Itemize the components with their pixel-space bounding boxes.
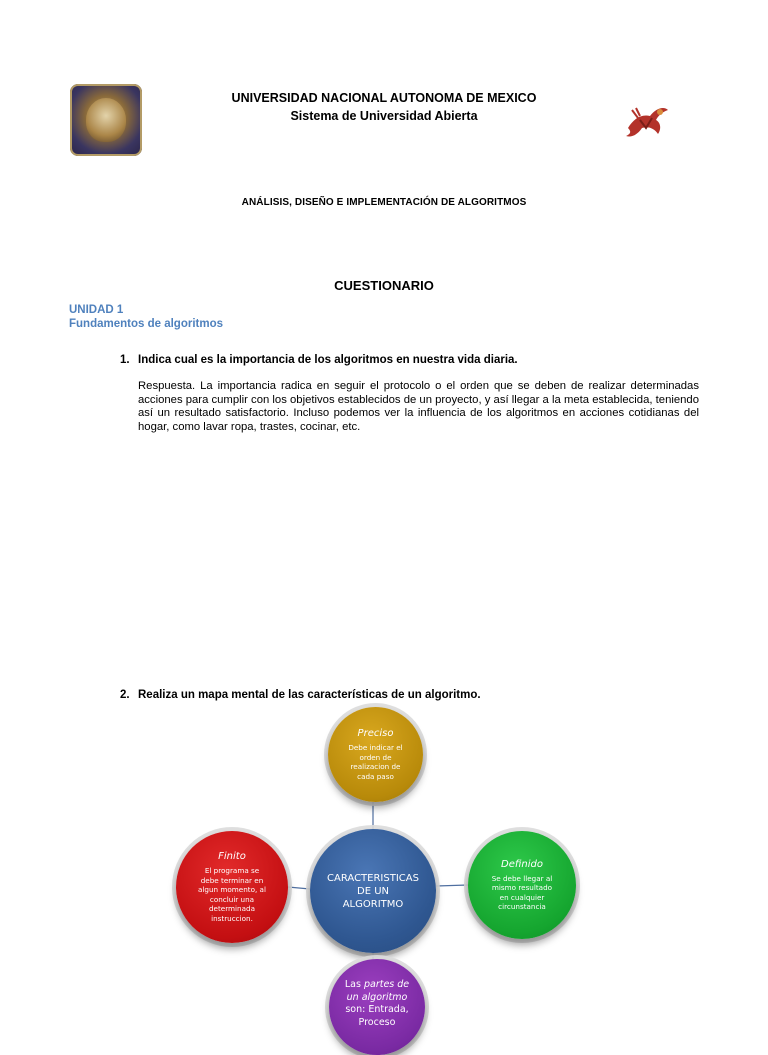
node-finito-desc-6: instruccion. — [211, 913, 253, 923]
node-preciso-desc-4: cada paso — [357, 771, 394, 781]
center-line-2: DE UN — [357, 885, 389, 897]
node-finito-desc-5: determinada — [209, 904, 255, 913]
question-2-text: Realiza un mapa mental de las características de un algoritmo. — [138, 689, 481, 701]
node-preciso-desc-3: realizacion de — [350, 762, 401, 771]
question-1-text: Indica cual es la importancia de los algoritmos en nuestra vida diaria. — [138, 354, 518, 366]
university-name: UNIVERSIDAD NACIONAL AUTONOMA DE MEXICO — [231, 91, 537, 105]
mindmap-center-node — [310, 829, 436, 953]
node-preciso-desc-2: orden de — [359, 752, 392, 762]
node-partes-las: Las — [344, 979, 361, 990]
question-2-number: 2. — [120, 689, 130, 701]
university-system: Sistema de Universidad Abierta — [290, 109, 478, 123]
node-definido-title: Definido — [501, 858, 543, 870]
node-finito-desc-1: El programa se — [204, 866, 260, 875]
subject-title: ANÁLISIS, DISEÑO E IMPLEMENTACIÓN DE ALGORITMOS — [241, 197, 527, 208]
node-partes-line-4: Proceso — [358, 1016, 396, 1028]
unit-label: UNIDAD 1 — [69, 304, 124, 316]
node-finito-desc-2: debe terminar en — [200, 875, 264, 885]
node-partes-em-1: partes de — [363, 979, 410, 990]
node-partes-line-3: son: Entrada, — [345, 1004, 409, 1015]
node-preciso-title: Preciso — [357, 728, 394, 739]
node-preciso-desc-1: Debe indicar el — [348, 743, 403, 752]
node-finito-desc-3: algun momento, al — [198, 885, 266, 894]
mindmap-node-preciso — [328, 707, 423, 802]
page-title: CUESTIONARIO — [334, 278, 434, 293]
mindmap-node-partes — [329, 959, 425, 1055]
node-partes-em-2: un algoritmo — [346, 991, 408, 1003]
center-line-3: ALGORITMO — [342, 898, 404, 910]
center-line-1: CARACTERISTICAS — [327, 872, 419, 884]
node-definido-desc-1: Se debe llegar al — [491, 873, 553, 883]
answer-1: Respuesta. La importancia radica en seguir el protocolo o el orden que se deben de realizar determinadas acciones para cumplir con los objetivos establecidos de un proyecto, y así llegar a la meta establecida, teniendo así un resultado satisfactorio. Incluso podemos ver la influencia de los algoritmos en acciones cotidianas del hogar, como lavar ropa, trastes, cocinar, etc. — [138, 380, 699, 433]
node-finito-desc-4: concluir una — [209, 894, 255, 904]
node-definido-desc-3: en cualquier — [499, 892, 545, 902]
mindmap-node-definido — [468, 831, 576, 939]
question-1-number: 1. — [120, 354, 130, 366]
node-definido-desc-2: mismo resultado — [491, 883, 553, 892]
node-finito-title: Finito — [218, 851, 246, 862]
mindmap-node-finito — [176, 831, 288, 943]
node-definido-desc-4: circunstancia — [498, 902, 546, 911]
unit-name: Fundamentos de algoritmos — [69, 318, 223, 330]
